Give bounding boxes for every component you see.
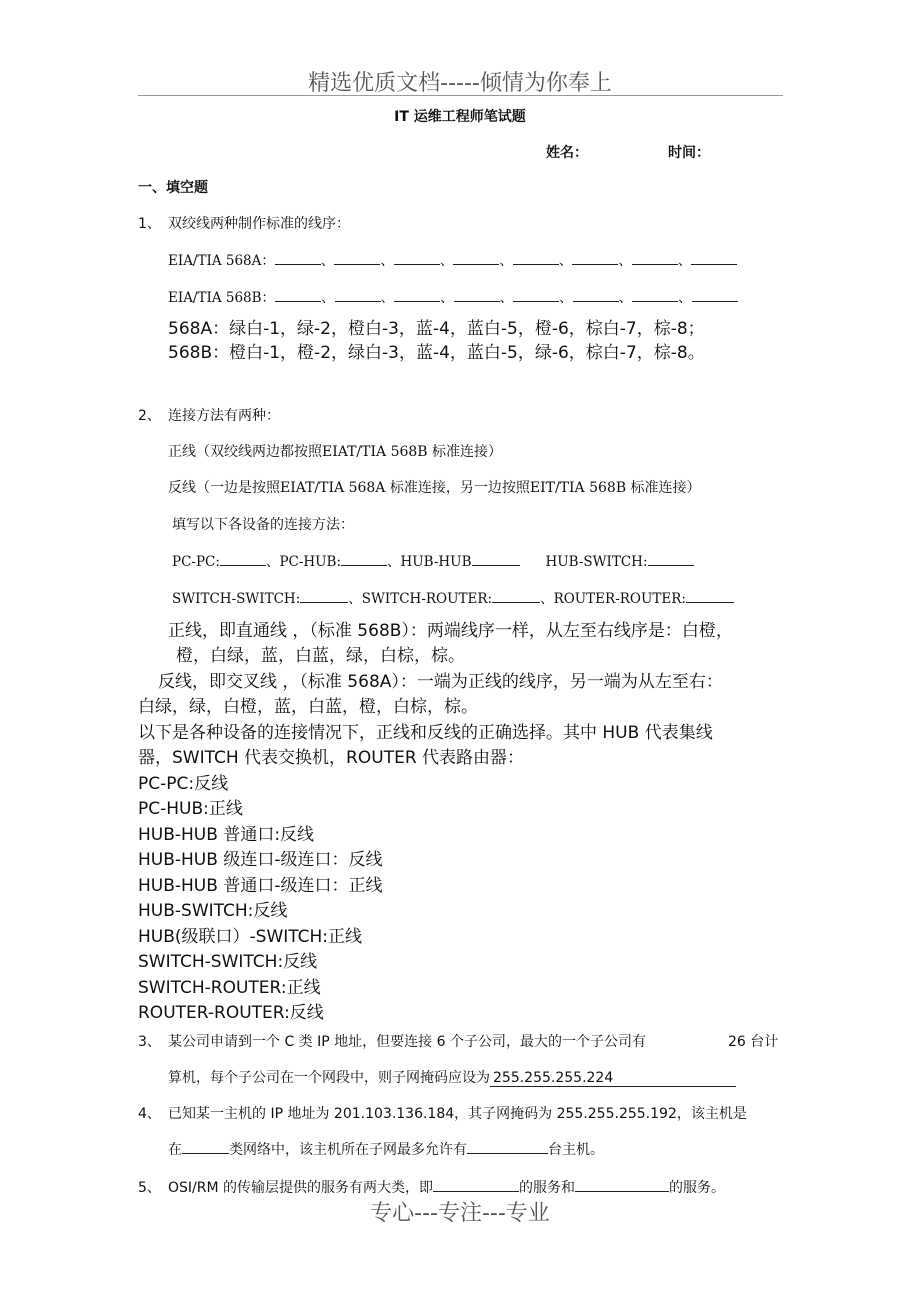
result-line: SWITCH-SWITCH:反线	[138, 952, 318, 972]
q3-answer[interactable]: 255.255.255.224	[490, 1070, 736, 1087]
header-rule	[138, 95, 783, 96]
sep: 、	[387, 554, 401, 570]
time-label: 时间：	[668, 145, 710, 161]
q2-text: 连接方法有两种：	[168, 408, 280, 424]
blank[interactable]	[335, 287, 381, 302]
sep: 、	[348, 591, 362, 607]
result-line: PC-HUB:正线	[138, 799, 243, 819]
q2-switch-switch: SWITCH-SWITCH:	[172, 591, 301, 607]
q2-pc-hub: PC-HUB:	[279, 554, 342, 570]
q2-straight: 正线（双绞线两边都按照EIAT/TIA 568B 标准连接）	[168, 444, 503, 460]
result-line: HUB-HUB 普通口-级连口：正线	[138, 876, 383, 896]
result-line: HUB(级联口）-SWITCH:正线	[138, 927, 363, 947]
q5-text3: 的服务。	[669, 1180, 726, 1196]
sep: 、	[558, 253, 573, 269]
q1-text: 双绞线两种制作标准的线序：	[168, 216, 350, 232]
q2-switch-router: SWITCH-ROUTER:	[361, 591, 493, 607]
q2-answer-3b: 器，SWITCH 代表交换机，ROUTER 代表路由器：	[138, 748, 525, 768]
q4-number: 4、	[138, 1106, 161, 1122]
blank[interactable]	[275, 287, 321, 302]
blank[interactable]	[275, 250, 321, 265]
q2-hub-hub: HUB-HUB	[400, 554, 472, 570]
q3-text2: 算机，每个子公司在一个网段中，则子网掩码应设为	[168, 1070, 490, 1086]
q1-568b-label: EIA/TIA 568B：	[168, 290, 276, 306]
q2-pc-pc: PC-PC:	[172, 554, 220, 570]
blank[interactable]	[632, 287, 678, 302]
blank[interactable]	[692, 287, 738, 302]
sep: 、	[618, 290, 633, 306]
sep: 、	[440, 290, 454, 306]
blank[interactable]	[454, 287, 500, 302]
q1-number: 1、	[138, 216, 161, 232]
q3-text1: 某公司申请到一个 C 类 IP 地址，但要连接 6 个子公司，最大的一个子公司有	[168, 1034, 646, 1050]
blank[interactable]	[394, 287, 440, 302]
blank[interactable]	[341, 551, 387, 566]
q2-blanks-row2	[172, 587, 734, 607]
sep: 、	[618, 253, 632, 269]
blank[interactable]	[513, 250, 559, 265]
blank[interactable]	[513, 287, 559, 302]
sep: 、	[540, 591, 554, 607]
blank[interactable]	[572, 250, 618, 265]
blank[interactable]	[648, 551, 694, 566]
q2-answer-3a: 以下是各种设备的连接情况下，正线和反线的正确选择。其中 HUB 代表集线	[138, 723, 713, 743]
q3-number: 3、	[138, 1034, 161, 1050]
blank[interactable]	[575, 1177, 669, 1192]
sep: 、	[677, 253, 692, 269]
result-line: ROUTER-ROUTER:反线	[138, 1003, 324, 1023]
q3-text1b: 26 台计	[728, 1034, 779, 1050]
sep: 、	[559, 290, 573, 306]
blank[interactable]	[573, 287, 619, 302]
q2-number: 2、	[138, 408, 161, 424]
blank[interactable]	[182, 1139, 229, 1154]
q2-answer-2a: 反线，即交叉线 ，（标准 568A）：一端为正线的线序，另一端为从左至右：	[158, 672, 723, 692]
blank[interactable]	[453, 250, 499, 265]
blank[interactable]	[632, 250, 678, 265]
result-line: SWITCH-ROUTER:正线	[138, 978, 321, 998]
q2-answer-1b: 橙，白绿，蓝，白蓝，绿，白棕，棕。	[176, 646, 465, 666]
blank[interactable]	[433, 1177, 519, 1192]
sep: 、	[380, 290, 395, 306]
q4-text2b: 类网络中，该主机所在子网最多允许有	[229, 1142, 467, 1158]
result-line: PC-PC:反线	[138, 774, 229, 794]
sep: 、	[439, 253, 454, 269]
blank[interactable]	[467, 1139, 548, 1154]
sep: 、	[678, 290, 692, 306]
q5-text2: 的服务和	[519, 1180, 576, 1196]
result-line: HUB-HUB 级连口-级连口：反线	[138, 850, 383, 870]
sep: 、	[499, 290, 514, 306]
q4-line2	[168, 1139, 604, 1159]
name-label: 姓名：	[546, 145, 588, 161]
blank[interactable]	[394, 250, 440, 265]
sep: 、	[265, 554, 280, 570]
sep: 、	[320, 253, 335, 269]
blank[interactable]	[334, 250, 380, 265]
q2-hub-switch: HUB-SWITCH:	[545, 554, 648, 570]
q2-answer-1a: 正线，即直通线 ，（标准 568B）：两端线序一样，从左至右线序是：白橙，	[168, 621, 733, 641]
q1-568a-line	[168, 249, 737, 269]
q5-text1: OSI/RM 的传输层提供的服务有两大类，即	[168, 1180, 434, 1196]
page-footer: 专心---专注---专业	[370, 1201, 550, 1226]
sep: 、	[321, 290, 335, 306]
blank[interactable]	[492, 588, 540, 603]
page-header: 精选优质文档-----倾情为你奉上	[308, 71, 612, 96]
sep: 、	[380, 253, 394, 269]
result-line: HUB-HUB 普通口:反线	[138, 825, 315, 845]
q1-568b-line	[168, 286, 738, 306]
blank[interactable]	[220, 551, 266, 566]
q4-text1: 已知某一主机的 IP 地址为 201.103.136.184，其子网掩码为 255.255.255.192，该主机是	[168, 1106, 747, 1122]
q1-568a-label: EIA/TIA 568A：	[168, 253, 275, 269]
q2-router-router: ROUTER-ROUTER:	[553, 591, 686, 607]
q1-answer-568a: 568A：绿白-1，绿-2，橙白-3，蓝-4，蓝白-5，橙-6，棕白-7，棕-8；	[168, 319, 705, 339]
q3-line2	[168, 1067, 736, 1087]
q2-fill: 填写以下各设备的连接方法：	[172, 517, 354, 533]
q2-cross: 反线（一边是按照EIAT/TIA 568A 标准连接，另一边按照EIT/TIA 568B 标准连接）	[168, 480, 701, 496]
blank[interactable]	[686, 588, 734, 603]
q2-answer-2b: 白绿，绿，白橙，蓝，白蓝，橙，白棕，棕。	[138, 697, 478, 717]
q5-line	[168, 1177, 725, 1197]
q4-text2a: 在	[168, 1142, 182, 1158]
result-line: HUB-SWITCH:反线	[138, 901, 288, 921]
exam-title: IT 运维工程师笔试题	[394, 109, 526, 125]
section-heading: 一、填空题	[138, 180, 208, 196]
q4-text2c: 台主机。	[548, 1142, 604, 1158]
blank[interactable]	[691, 250, 737, 265]
blank[interactable]	[300, 588, 348, 603]
q2-blanks-row1	[172, 550, 694, 570]
q1-answer-568b: 568B：橙白-1，橙-2，绿白-3，蓝-4，蓝白-5，绿-6，棕白-7，棕-8。	[168, 343, 705, 363]
q5-number: 5、	[138, 1180, 161, 1196]
blank[interactable]	[472, 551, 520, 566]
sep: 、	[499, 253, 513, 269]
